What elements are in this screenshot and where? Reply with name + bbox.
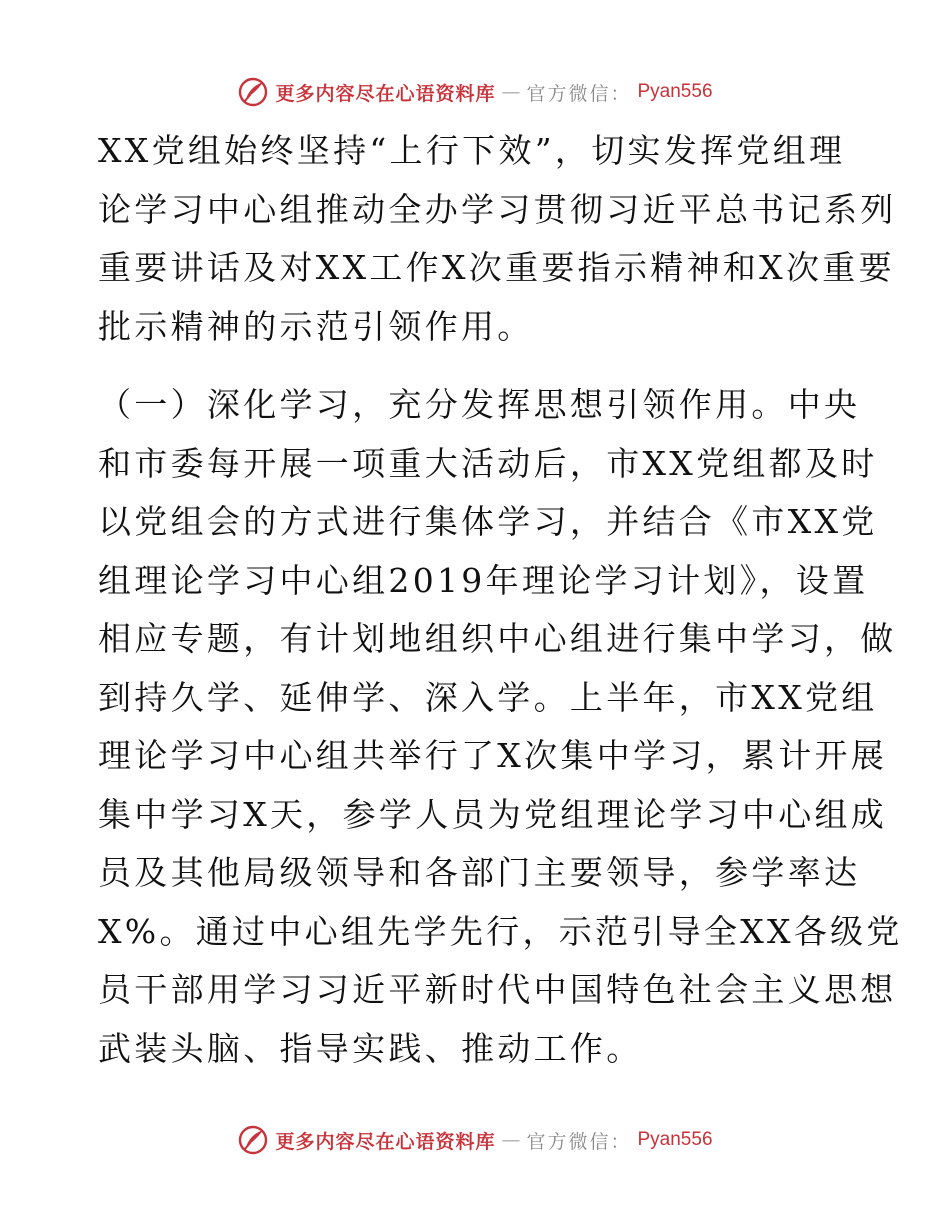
paragraph-line: 武装头脑、指导实践、推动工作。 <box>98 1028 643 1068</box>
paragraph-line: 以党组会的方式进行集体学习，并结合《市XX党 <box>98 502 878 541</box>
paragraph-line: 论学习中心组推动全办学习贯彻习近平总书记系列 <box>98 189 897 229</box>
footer-watermark <box>0 1120 950 1160</box>
paragraph-line: 理论学习中心组共举行了X次集中学习，累计开展 <box>98 736 888 775</box>
paragraph-line: 批示精神的示范引领作用。 <box>98 306 534 346</box>
watermark-official-label: 官方微信： <box>526 82 632 105</box>
quill-logo-icon <box>237 1124 269 1156</box>
paragraph-line: 集中学习X天，参学人员为党组理论学习中心组成 <box>98 794 888 834</box>
header-watermark <box>0 72 950 112</box>
paragraph-line: 和市委每开展一项重大活动后，市XX党组都及时 <box>98 443 878 483</box>
paragraph-line: 到持久学、延伸学、深入学。上半年，市XX党组 <box>98 677 878 717</box>
watermark-official-label: 官方微信： <box>526 1130 632 1153</box>
paragraph-intro <box>98 122 897 356</box>
watermark-wechat-id: Pyan556 <box>637 1129 713 1150</box>
paragraph-line: 员干部用学习习近平新时代中国特色社会主义思想 <box>98 970 897 1009</box>
watermark-separator: — <box>501 81 521 103</box>
paragraph-line: 相应专题，有计划地组织中心组进行集中学习，做 <box>98 619 897 658</box>
paragraph-line: XX党组始终坚持“上行下效”，切实发挥党组理 <box>98 131 846 170</box>
paragraph-line: X%。通过中心组先学先行，示范引导全XX各级党 <box>98 911 903 951</box>
paragraph-section-one <box>98 376 903 1078</box>
paragraph-line: 组理论学习中心组2019年理论学习计划》，设置 <box>98 560 869 600</box>
paragraph-line: （一）深化学习，充分发挥思想引领作用。中央 <box>98 385 861 424</box>
watermark-site-text: 更多内容尽在心语资料库 <box>275 1130 496 1153</box>
paragraph-line: 员及其他局级领导和各部门主要领导，参学率达 <box>98 853 861 892</box>
paragraph-line: 重要讲话及对XX工作X次重要指示精神和X次重要 <box>98 248 895 287</box>
watermark-separator: — <box>501 1129 521 1151</box>
document-body <box>98 122 903 1078</box>
watermark-wechat-id: Pyan556 <box>637 81 713 102</box>
quill-logo-icon <box>237 76 269 108</box>
watermark-site-text: 更多内容尽在心语资料库 <box>275 82 496 105</box>
